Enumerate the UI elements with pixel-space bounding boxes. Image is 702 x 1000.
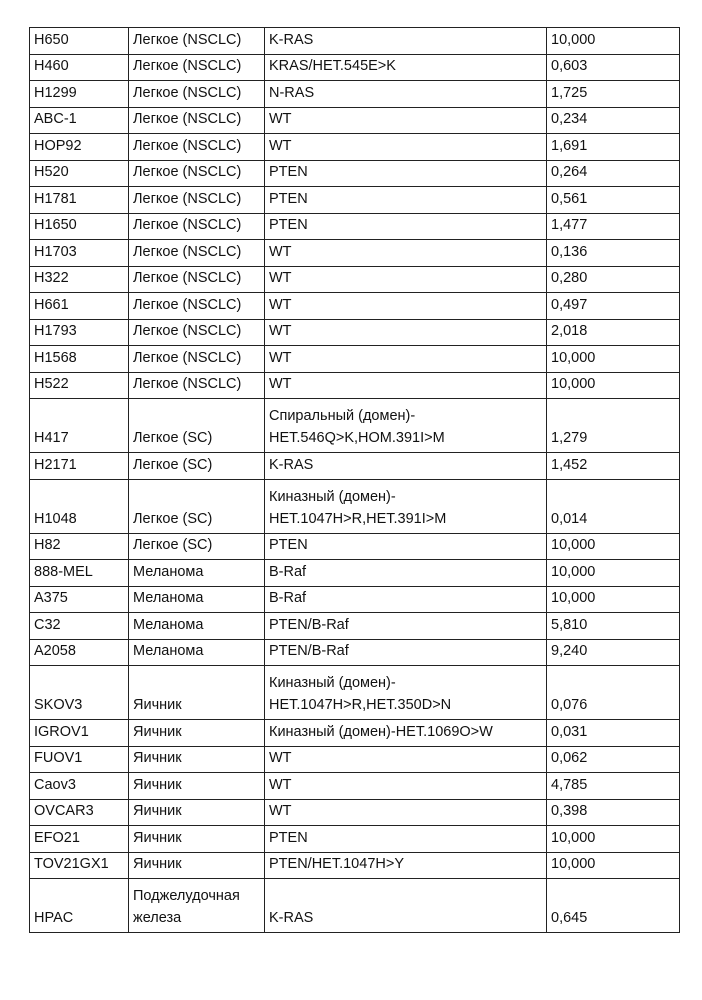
cell-line-name bbox=[30, 319, 129, 346]
tissue-type-text: Яичник bbox=[133, 777, 182, 793]
mutation-status-text: Киназный (домен)-HET.1069O>W bbox=[269, 724, 493, 740]
cell-line-name bbox=[30, 746, 129, 773]
mutation-status-text: WT bbox=[269, 750, 292, 766]
tissue-type-text: Легкое (NSCLC) bbox=[133, 270, 241, 286]
table-row bbox=[30, 54, 680, 81]
tissue-type bbox=[129, 81, 265, 108]
mutation-status-text: PTEN/HET.1047H>Y bbox=[269, 856, 404, 872]
cell-line-name-text: H2171 bbox=[34, 457, 77, 473]
ic50-value bbox=[547, 107, 680, 134]
mutation-status-line1: Спиральный (домен)- bbox=[269, 405, 543, 427]
ic50-value bbox=[547, 399, 680, 453]
ic50-value-text: 10,000 bbox=[551, 856, 595, 872]
mutation-status-text: WT bbox=[269, 297, 292, 313]
mutation-status-text: HET.1047H>R,HET.350D>N bbox=[269, 697, 451, 713]
cell-line-name-text: H520 bbox=[34, 164, 69, 180]
tissue-type bbox=[129, 240, 265, 267]
tissue-type bbox=[129, 826, 265, 853]
tissue-type bbox=[129, 187, 265, 214]
mutation-status-text: PTEN bbox=[269, 217, 308, 233]
mutation-status bbox=[265, 613, 547, 640]
ic50-value bbox=[547, 453, 680, 480]
cell-line-name bbox=[30, 639, 129, 666]
tissue-type-text: Легкое (NSCLC) bbox=[133, 58, 241, 74]
tissue-type-text: Яичник bbox=[133, 724, 182, 740]
tissue-type-line1: Поджелудочная bbox=[133, 885, 261, 907]
cell-line-name-text: H522 bbox=[34, 376, 69, 392]
ic50-value-text: 0,264 bbox=[551, 164, 587, 180]
table-row bbox=[30, 107, 680, 134]
tissue-type bbox=[129, 54, 265, 81]
tissue-type-text: Яичник bbox=[133, 856, 182, 872]
ic50-value bbox=[547, 666, 680, 720]
tissue-type bbox=[129, 613, 265, 640]
ic50-value-text: 1,452 bbox=[551, 457, 587, 473]
ic50-value-text: 1,477 bbox=[551, 217, 587, 233]
ic50-value-text: 0,603 bbox=[551, 58, 587, 74]
ic50-value bbox=[547, 533, 680, 560]
cell-line-name bbox=[30, 372, 129, 399]
tissue-type bbox=[129, 799, 265, 826]
table-row bbox=[30, 399, 680, 453]
ic50-value bbox=[547, 613, 680, 640]
mutation-status-text: WT bbox=[269, 244, 292, 260]
ic50-value-text: 1,691 bbox=[551, 138, 587, 154]
cell-line-name bbox=[30, 346, 129, 373]
ic50-value bbox=[547, 639, 680, 666]
cell-line-name bbox=[30, 134, 129, 161]
table-row bbox=[30, 28, 680, 55]
ic50-value bbox=[547, 213, 680, 240]
table-row bbox=[30, 746, 680, 773]
ic50-value-text: 10,000 bbox=[551, 350, 595, 366]
tissue-type bbox=[129, 720, 265, 747]
ic50-value bbox=[547, 187, 680, 214]
tissue-type-text: Легкое (NSCLC) bbox=[133, 323, 241, 339]
table-body bbox=[30, 28, 680, 933]
ic50-value bbox=[547, 266, 680, 293]
ic50-value-text: 4,785 bbox=[551, 777, 587, 793]
mutation-status bbox=[265, 28, 547, 55]
mutation-status-text: K-RAS bbox=[269, 910, 313, 926]
tissue-type-text: Легкое (NSCLC) bbox=[133, 217, 241, 233]
cell-line-name bbox=[30, 240, 129, 267]
cell-line-name bbox=[30, 533, 129, 560]
cell-line-name bbox=[30, 773, 129, 800]
cell-line-name-text: A2058 bbox=[34, 643, 76, 659]
tissue-type bbox=[129, 213, 265, 240]
tissue-type bbox=[129, 639, 265, 666]
tissue-type-text: Легкое (NSCLC) bbox=[133, 138, 241, 154]
table-row bbox=[30, 586, 680, 613]
ic50-value bbox=[547, 160, 680, 187]
table-row bbox=[30, 240, 680, 267]
tissue-type bbox=[129, 160, 265, 187]
ic50-value-text: 2,018 bbox=[551, 323, 587, 339]
table-row bbox=[30, 187, 680, 214]
cell-line-name bbox=[30, 293, 129, 320]
tissue-type bbox=[129, 479, 265, 533]
cell-line-name-text: H650 bbox=[34, 32, 69, 48]
table-row bbox=[30, 826, 680, 853]
ic50-value-text: 0,076 bbox=[551, 697, 587, 713]
mutation-status-text: WT bbox=[269, 138, 292, 154]
mutation-status-text: B-Raf bbox=[269, 564, 306, 580]
tissue-type bbox=[129, 293, 265, 320]
mutation-status bbox=[265, 107, 547, 134]
mutation-status bbox=[265, 160, 547, 187]
cell-line-name-text: H460 bbox=[34, 58, 69, 74]
tissue-type bbox=[129, 879, 265, 933]
tissue-type-text: железа bbox=[133, 910, 181, 926]
mutation-status bbox=[265, 81, 547, 108]
ic50-value-text: 9,240 bbox=[551, 643, 587, 659]
cell-line-name-text: H1048 bbox=[34, 511, 77, 527]
document-page bbox=[0, 0, 702, 1000]
tissue-type bbox=[129, 773, 265, 800]
cell-line-name bbox=[30, 799, 129, 826]
ic50-value-text: 10,000 bbox=[551, 537, 595, 553]
ic50-value bbox=[547, 81, 680, 108]
ic50-value bbox=[547, 852, 680, 879]
cell-line-name-text: HOP92 bbox=[34, 138, 82, 154]
mutation-status bbox=[265, 773, 547, 800]
tissue-type-text: Легкое (NSCLC) bbox=[133, 244, 241, 260]
cell-line-name bbox=[30, 479, 129, 533]
mutation-status bbox=[265, 586, 547, 613]
tissue-type-text: Легкое (NSCLC) bbox=[133, 111, 241, 127]
ic50-value bbox=[547, 54, 680, 81]
ic50-value bbox=[547, 586, 680, 613]
ic50-value bbox=[547, 826, 680, 853]
ic50-value bbox=[547, 720, 680, 747]
ic50-value bbox=[547, 134, 680, 161]
table-row bbox=[30, 453, 680, 480]
cell-line-name-text: Caov3 bbox=[34, 777, 76, 793]
cell-line-name bbox=[30, 399, 129, 453]
mutation-status-text: PTEN bbox=[269, 164, 308, 180]
cell-line-name bbox=[30, 107, 129, 134]
cell-line-name-text: A375 bbox=[34, 590, 68, 606]
cell-line-name-text: EFO21 bbox=[34, 830, 80, 846]
mutation-status-line1: Киназный (домен)- bbox=[269, 486, 543, 508]
ic50-value-text: 0,561 bbox=[551, 191, 587, 207]
mutation-status-text: PTEN/B-Raf bbox=[269, 643, 349, 659]
cell-line-name bbox=[30, 613, 129, 640]
cell-line-name-text: 888-MEL bbox=[34, 564, 93, 580]
ic50-value bbox=[547, 773, 680, 800]
cell-line-name-text: SKOV3 bbox=[34, 697, 82, 713]
cell-line-name-text: ABC-1 bbox=[34, 111, 77, 127]
mutation-status-text: K-RAS bbox=[269, 457, 313, 473]
ic50-value-text: 10,000 bbox=[551, 590, 595, 606]
cell-line-name-text: HPAC bbox=[34, 910, 73, 926]
table-row bbox=[30, 346, 680, 373]
table-row bbox=[30, 479, 680, 533]
ic50-value-text: 1,279 bbox=[551, 430, 587, 446]
table-row bbox=[30, 319, 680, 346]
tissue-type-text: Легкое (SC) bbox=[133, 511, 212, 527]
mutation-status bbox=[265, 399, 547, 453]
ic50-value bbox=[547, 560, 680, 587]
mutation-status-text: WT bbox=[269, 803, 292, 819]
cell-line-name-text: H1299 bbox=[34, 85, 77, 101]
mutation-status-text: PTEN bbox=[269, 537, 308, 553]
ic50-value-text: 10,000 bbox=[551, 564, 595, 580]
ic50-value-text: 0,014 bbox=[551, 511, 587, 527]
cell-line-name-text: FUOV1 bbox=[34, 750, 82, 766]
tissue-type-text: Легкое (NSCLC) bbox=[133, 376, 241, 392]
cell-line-name-text: H1650 bbox=[34, 217, 77, 233]
ic50-value-text: 0,398 bbox=[551, 803, 587, 819]
cell-line-name-text: C32 bbox=[34, 617, 61, 633]
cell-line-name-text: H661 bbox=[34, 297, 69, 313]
mutation-status-text: HET.546Q>K,HOM.391I>M bbox=[269, 430, 445, 446]
table-row bbox=[30, 213, 680, 240]
table-row bbox=[30, 134, 680, 161]
cell-line-name-text: H1781 bbox=[34, 191, 77, 207]
mutation-status bbox=[265, 479, 547, 533]
ic50-value-text: 0,136 bbox=[551, 244, 587, 260]
tissue-type bbox=[129, 107, 265, 134]
ic50-value bbox=[547, 879, 680, 933]
cell-line-name bbox=[30, 54, 129, 81]
cell-line-name bbox=[30, 28, 129, 55]
tissue-type-text: Легкое (NSCLC) bbox=[133, 85, 241, 101]
mutation-status bbox=[265, 720, 547, 747]
tissue-type bbox=[129, 134, 265, 161]
tissue-type bbox=[129, 319, 265, 346]
cell-line-name-text: OVCAR3 bbox=[34, 803, 94, 819]
mutation-status bbox=[265, 266, 547, 293]
tissue-type-text: Меланома bbox=[133, 643, 203, 659]
ic50-value-text: 0,645 bbox=[551, 910, 587, 926]
mutation-status-text: B-Raf bbox=[269, 590, 306, 606]
cell-line-name bbox=[30, 666, 129, 720]
ic50-value-text: 0,280 bbox=[551, 270, 587, 286]
cell-line-name-text: H417 bbox=[34, 430, 69, 446]
mutation-status-text: PTEN bbox=[269, 191, 308, 207]
mutation-status bbox=[265, 879, 547, 933]
table-row bbox=[30, 666, 680, 720]
ic50-value-text: 0,062 bbox=[551, 750, 587, 766]
ic50-value bbox=[547, 28, 680, 55]
mutation-status-text: HET.1047H>R,HET.391I>M bbox=[269, 511, 446, 527]
mutation-status bbox=[265, 240, 547, 267]
cell-line-name bbox=[30, 81, 129, 108]
tissue-type-text: Яичник bbox=[133, 697, 182, 713]
table-row bbox=[30, 799, 680, 826]
tissue-type-text: Яичник bbox=[133, 830, 182, 846]
ic50-value bbox=[547, 319, 680, 346]
tissue-type-text: Меланома bbox=[133, 564, 203, 580]
cell-line-name-text: H1568 bbox=[34, 350, 77, 366]
ic50-value-text: 10,000 bbox=[551, 830, 595, 846]
tissue-type-text: Яичник bbox=[133, 750, 182, 766]
mutation-status-text: WT bbox=[269, 376, 292, 392]
tissue-type bbox=[129, 586, 265, 613]
table-row bbox=[30, 81, 680, 108]
cell-line-name-text: H1703 bbox=[34, 244, 77, 260]
tissue-type-text: Меланома bbox=[133, 590, 203, 606]
tissue-type-text: Легкое (NSCLC) bbox=[133, 350, 241, 366]
mutation-status-text: WT bbox=[269, 350, 292, 366]
cell-line-name bbox=[30, 826, 129, 853]
cell-line-table bbox=[29, 27, 680, 933]
ic50-value-text: 0,234 bbox=[551, 111, 587, 127]
cell-line-name-text: IGROV1 bbox=[34, 724, 89, 740]
tissue-type-text: Легкое (NSCLC) bbox=[133, 297, 241, 313]
ic50-value bbox=[547, 746, 680, 773]
mutation-status-text: PTEN bbox=[269, 830, 308, 846]
mutation-status bbox=[265, 666, 547, 720]
cell-line-name bbox=[30, 879, 129, 933]
mutation-status-text: PTEN/B-Raf bbox=[269, 617, 349, 633]
ic50-value-text: 10,000 bbox=[551, 32, 595, 48]
cell-line-name-text: H82 bbox=[34, 537, 61, 553]
mutation-status bbox=[265, 453, 547, 480]
tissue-type bbox=[129, 399, 265, 453]
table-row bbox=[30, 160, 680, 187]
ic50-value bbox=[547, 240, 680, 267]
tissue-type-text: Яичник bbox=[133, 803, 182, 819]
mutation-status-line1: Киназный (домен)- bbox=[269, 672, 543, 694]
table-row bbox=[30, 773, 680, 800]
table-row bbox=[30, 852, 680, 879]
cell-line-name-text: TOV21GX1 bbox=[34, 856, 109, 872]
mutation-status-text: WT bbox=[269, 270, 292, 286]
table-row bbox=[30, 720, 680, 747]
ic50-value bbox=[547, 799, 680, 826]
mutation-status bbox=[265, 533, 547, 560]
mutation-status bbox=[265, 799, 547, 826]
tissue-type bbox=[129, 346, 265, 373]
cell-line-name bbox=[30, 720, 129, 747]
tissue-type bbox=[129, 28, 265, 55]
mutation-status bbox=[265, 826, 547, 853]
cell-line-name bbox=[30, 160, 129, 187]
mutation-status bbox=[265, 187, 547, 214]
ic50-value-text: 0,497 bbox=[551, 297, 587, 313]
cell-line-name bbox=[30, 852, 129, 879]
cell-line-name bbox=[30, 213, 129, 240]
cell-line-name bbox=[30, 453, 129, 480]
mutation-status bbox=[265, 746, 547, 773]
cell-line-name bbox=[30, 266, 129, 293]
table-row bbox=[30, 613, 680, 640]
mutation-status-text: WT bbox=[269, 111, 292, 127]
tissue-type-text: Легкое (NSCLC) bbox=[133, 164, 241, 180]
tissue-type bbox=[129, 666, 265, 720]
ic50-value bbox=[547, 293, 680, 320]
table-row bbox=[30, 293, 680, 320]
cell-line-name-text: H322 bbox=[34, 270, 69, 286]
mutation-status bbox=[265, 293, 547, 320]
tissue-type-text: Легкое (SC) bbox=[133, 537, 212, 553]
table-row bbox=[30, 533, 680, 560]
ic50-value bbox=[547, 372, 680, 399]
mutation-status bbox=[265, 213, 547, 240]
mutation-status bbox=[265, 54, 547, 81]
cell-line-name bbox=[30, 586, 129, 613]
tissue-type bbox=[129, 533, 265, 560]
mutation-status-text: WT bbox=[269, 323, 292, 339]
table-row bbox=[30, 879, 680, 933]
mutation-status bbox=[265, 346, 547, 373]
mutation-status bbox=[265, 134, 547, 161]
table-row bbox=[30, 639, 680, 666]
mutation-status bbox=[265, 319, 547, 346]
tissue-type bbox=[129, 746, 265, 773]
mutation-status-text: WT bbox=[269, 777, 292, 793]
mutation-status-text: K-RAS bbox=[269, 32, 313, 48]
mutation-status bbox=[265, 639, 547, 666]
ic50-value-text: 10,000 bbox=[551, 376, 595, 392]
table-row bbox=[30, 560, 680, 587]
tissue-type bbox=[129, 266, 265, 293]
cell-line-name-text: H1793 bbox=[34, 323, 77, 339]
mutation-status bbox=[265, 372, 547, 399]
tissue-type bbox=[129, 560, 265, 587]
tissue-type bbox=[129, 372, 265, 399]
mutation-status bbox=[265, 852, 547, 879]
tissue-type bbox=[129, 453, 265, 480]
mutation-status bbox=[265, 560, 547, 587]
table-row bbox=[30, 266, 680, 293]
ic50-value bbox=[547, 479, 680, 533]
tissue-type-text: Легкое (NSCLC) bbox=[133, 32, 241, 48]
tissue-type-text: Легкое (SC) bbox=[133, 457, 212, 473]
ic50-value-text: 5,810 bbox=[551, 617, 587, 633]
ic50-value-text: 0,031 bbox=[551, 724, 587, 740]
table-row bbox=[30, 372, 680, 399]
tissue-type-text: Легкое (SC) bbox=[133, 430, 212, 446]
ic50-value-text: 1,725 bbox=[551, 85, 587, 101]
mutation-status-text: KRAS/HET.545E>K bbox=[269, 58, 396, 74]
ic50-value bbox=[547, 346, 680, 373]
tissue-type bbox=[129, 852, 265, 879]
mutation-status-text: N-RAS bbox=[269, 85, 314, 101]
tissue-type-text: Легкое (NSCLC) bbox=[133, 191, 241, 207]
cell-line-name bbox=[30, 187, 129, 214]
cell-line-name bbox=[30, 560, 129, 587]
tissue-type-text: Меланома bbox=[133, 617, 203, 633]
